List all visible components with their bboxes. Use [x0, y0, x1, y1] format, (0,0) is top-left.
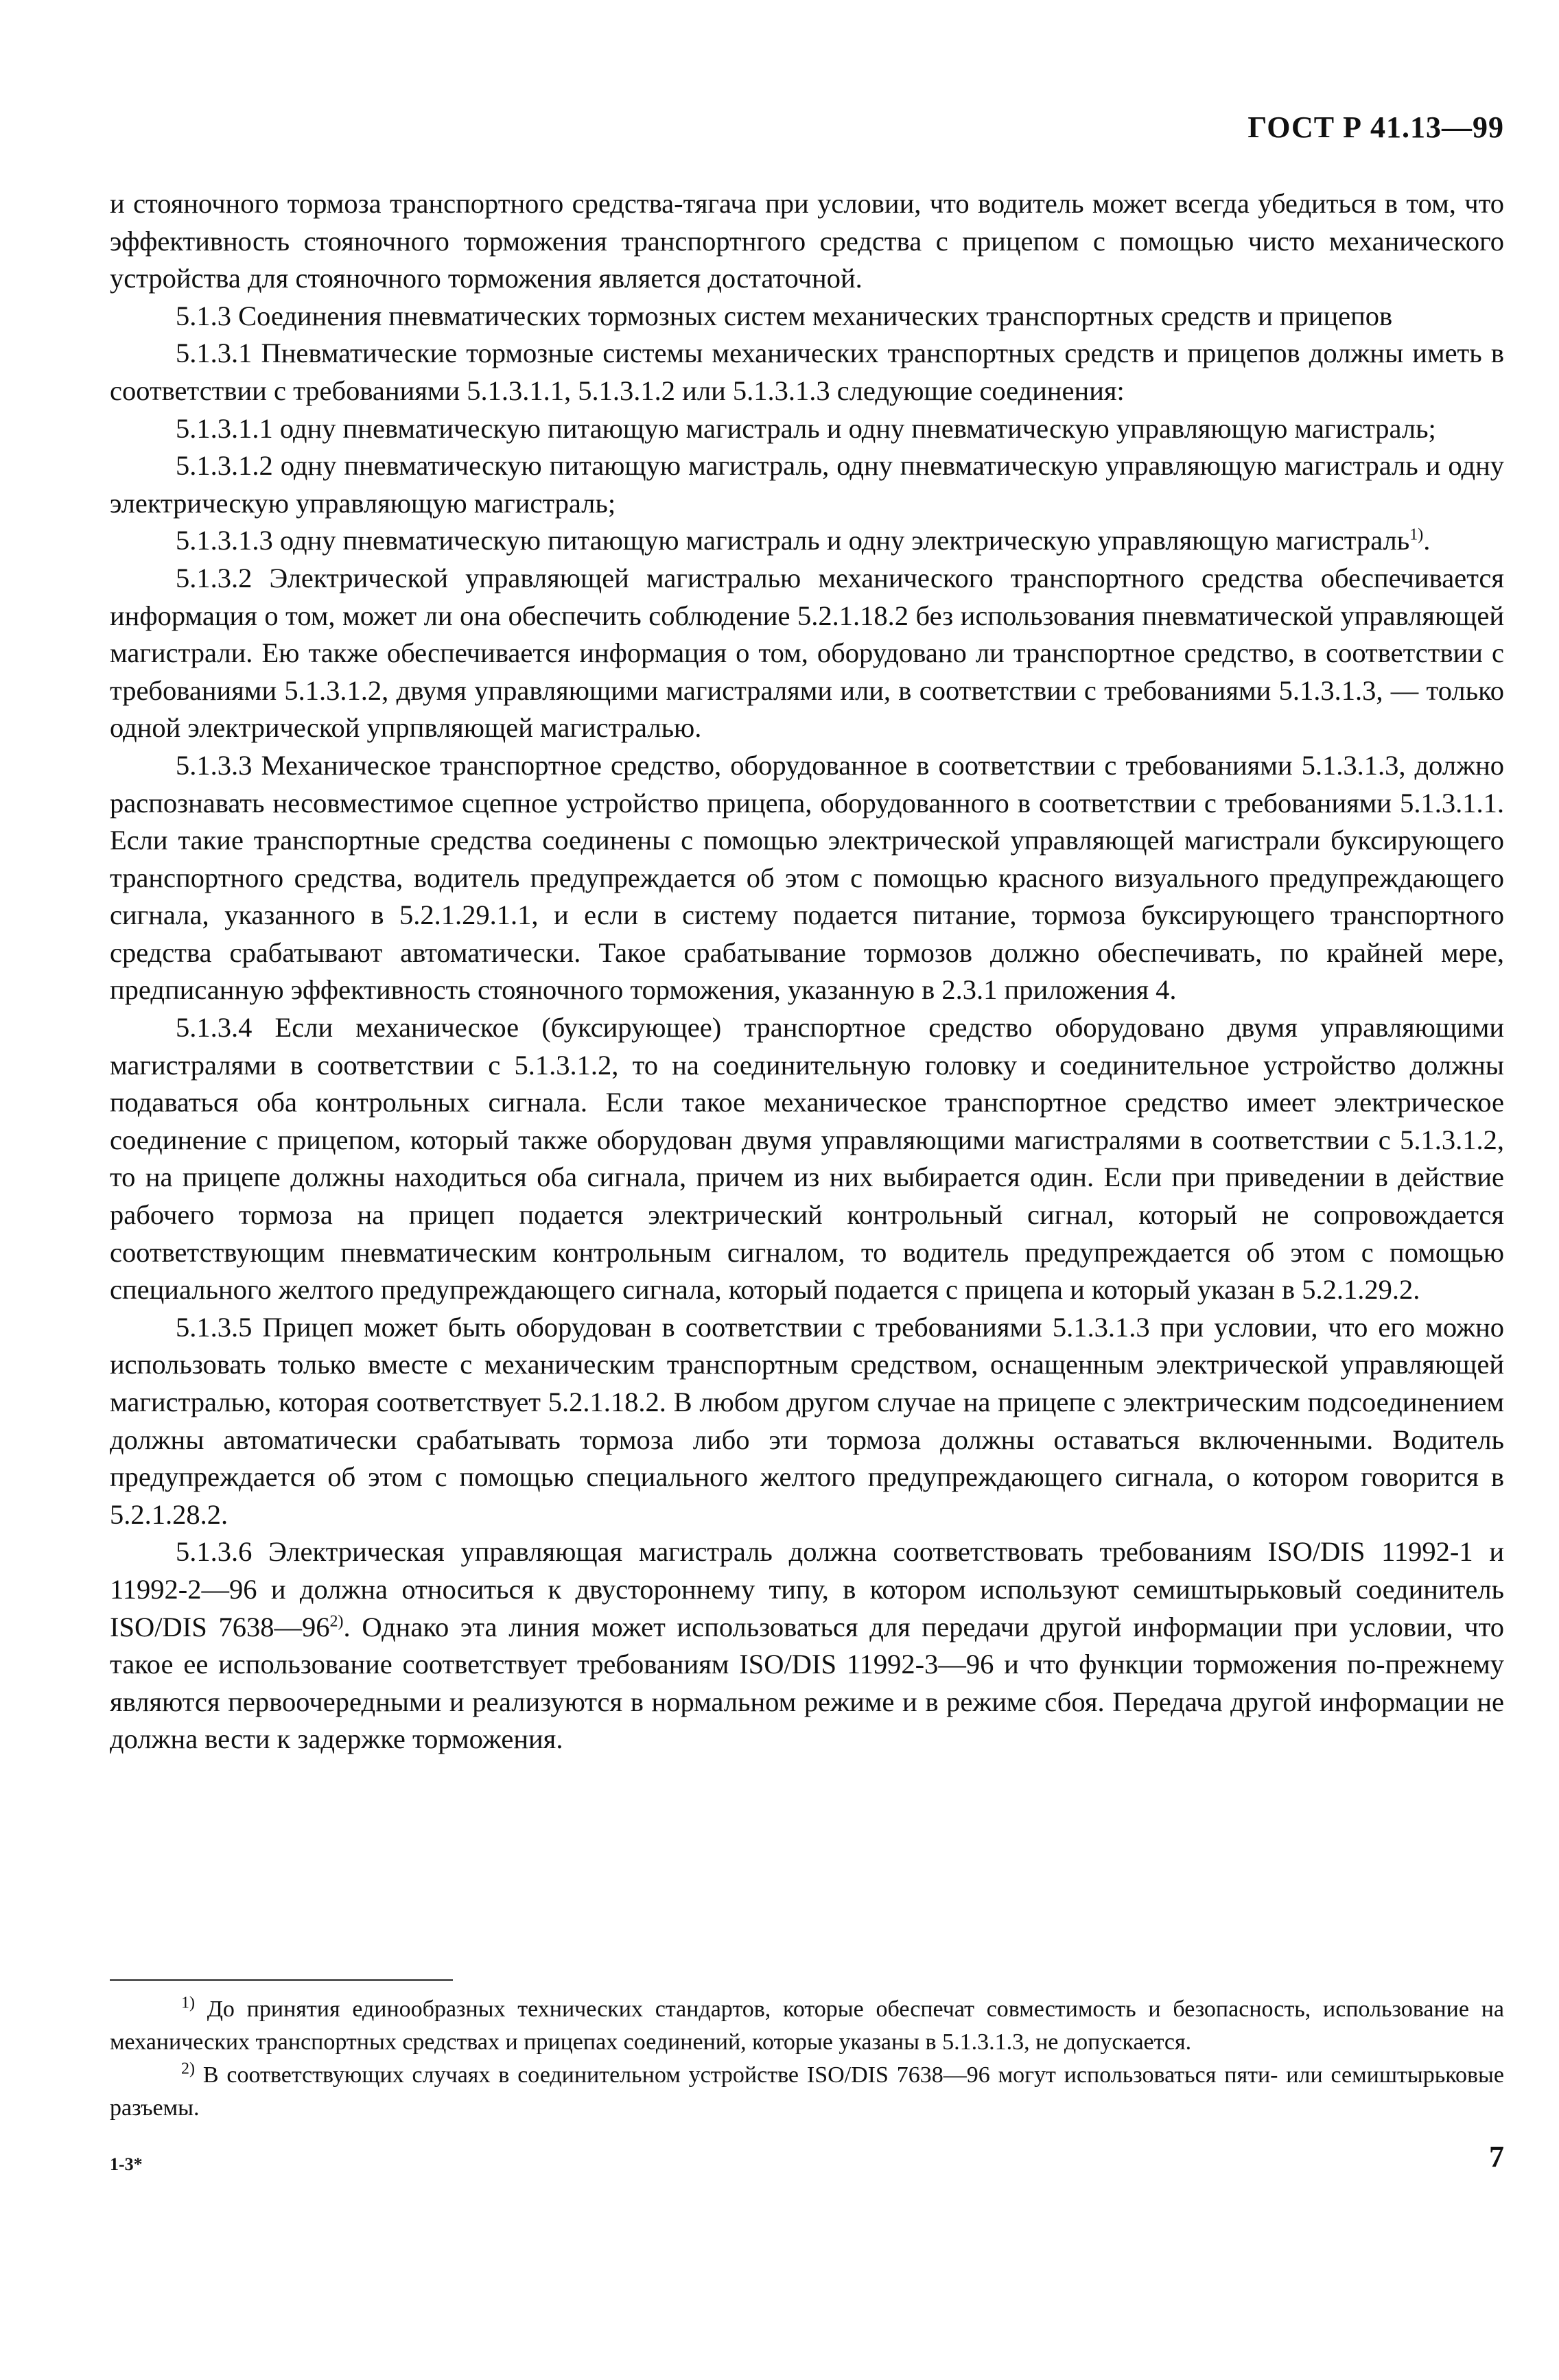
paragraph-5-1-3-1-2: 5.1.3.1.2 одну пневматическую питающую магистраль, одну пневматическую управляющую магистраль и одну электрическую управляющую магистраль; — [110, 450, 1504, 519]
footnote-text: До принятия единообразных технических стандартов, которые обеспечат совместимость и безопасность, использование на механических транспортных средствах и прицепах соединений, которые указаны в 5.1.3.1.3, не допускается. — [110, 1996, 1504, 2055]
paragraph-text: 5.1.3.1.3 одну пневматическую питающую магистраль и одну электрическую управляющую магистраль — [176, 525, 1410, 556]
paragraph-5-1-3-4: 5.1.3.4 Если механическое (буксирующее) транспортное средство оборудовано двумя управляющими магистралями в соответствии с 5.1.3.1.2, то на соединительную головку и соединительное устройство должны подаваться оба контрольных сигнала. Если такое механическое транспортное средство имеет электрическое соединение с прицепом, который также оборудован двумя управляющими магистралями в соответствии с 5.1.3.1.2, то на прицепе должны находиться оба сигнала, причем из них выбирается один. Если при приведении в действие рабочего тормоза на прицеп подается электрический контрольный сигнал, который не сопровождается соответствующим пневматическим контрольным сигналом, то водитель предупреждается об этом с помощью специального желтого предупреждающего сигнала, который подается с прицепа и который указан в 5.2.1.29.2. — [110, 1012, 1504, 1306]
document-code-header: ГОСТ Р 41.13—99 — [1247, 110, 1504, 144]
footnote-2 — [110, 2059, 1504, 2125]
footnote-1 — [110, 1993, 1504, 2059]
paragraph-5-1-3-6 — [110, 1533, 1504, 1758]
paragraph-5-1-3-1-3 — [110, 522, 1504, 560]
paragraph-text-end: . — [1423, 525, 1431, 556]
paragraph-text: 5.1.3.6 Электрическая управляющая магистраль должна соответствовать требованиям ISO/DIS 11992-1 и 11992-2—96 и должна относиться к двустороннему типу, в котором используют семиштырьковый соединитель ISO/DIS 7638—96 — [110, 1536, 1504, 1642]
paragraph-5-1-3-3: 5.1.3.3 Механическое транспортное средство, оборудованное в соответствии с требованиями 5.1.3.1.3, должно распознавать несовместимое сцепное устройство прицепа, оборудованного в соответствии с требованиями 5.1.3.1.1. Если такие транспортные средства соединены с помощью электрической управляющей магистрали буксирующего транспортного средства, водитель предупреждается об этом с помощью красного визуального предупреждающего сигнала, указанного в 5.2.1.29.1.1, и если в систему подается питание, тормоза буксирующего транспортного средства срабатывают автоматически. Такое срабатывание тормозов должно обеспечивать, по крайней мере, предписанную эффективность стояночного торможения, указанную в 2.3.1 приложения 4. — [110, 749, 1504, 1006]
paragraph-5-1-3-1: 5.1.3.1 Пневматические тормозные системы механических транспортных средств и прицепов должны иметь в соответствии с требованиями 5.1.3.1.1, 5.1.3.1.2 или 5.1.3.1.3 следующие соединения: — [110, 338, 1504, 406]
paragraph-5-1-3-5: 5.1.3.5 Прицеп может быть оборудован в соответствии с требованиями 5.1.3.1.3 при условии, что его можно использовать только вместе с механическим транспортным средством, оснащенным электрической управляющей магистралью, которая соответствует 5.2.1.18.2. В любом другом случае на прицепе с электрическим подсоединением должны автоматически срабатывать тормоза либо эти тормоза должны оставаться включенными. Водитель предупреждается об этом с помощью специального желтого предупреждающего сигнала, о котором говорится в 5.2.1.28.2. — [110, 1311, 1504, 1530]
footnote-mark-2: 2) — [181, 2060, 195, 2078]
footnote-reference-2: 2) — [329, 1612, 344, 1631]
footnote-text: В соответствующих случаях в соединительном устройстве ISO/DIS 7638—96 могут использоваться пяти- или семиштырьковые разъемы. — [110, 2062, 1504, 2121]
page-number: 7 — [1489, 2140, 1504, 2173]
footnotes — [110, 1993, 1504, 2125]
footnote-mark-1: 1) — [181, 1994, 195, 2012]
paragraph-5-1-3: 5.1.3 Соединения пневматических тормозных систем механических транспортных средств и прицепов — [176, 300, 1393, 331]
footnote-reference-1: 1) — [1409, 526, 1424, 544]
print-signature: 1-3* — [110, 2154, 143, 2174]
footnote-divider — [110, 1979, 453, 1981]
paragraph-text-end: . Однако эта линия может использоваться для передачи другой информации при условии, что такое ее использование соответствует требованиям ISO/DIS 11992-3—96 и что функции торможения по-прежнему являются первоочередными и реализуются в нормальном режиме и в режиме сбоя. Передача другой информации не должна вести к задержке торможения. — [110, 1611, 1504, 1755]
paragraph-continuation: и стояночного тормоза транспортного средства-тягача при условии, что водитель может всегда убедиться в том, что эффективность стояночного торможения транспортнгого средства с прицепом с помощью чисто механического устройства для стояночного торможения является достаточной. — [110, 188, 1504, 294]
main-text — [110, 185, 1504, 1758]
paragraph-5-1-3-1-1: 5.1.3.1.1 одну пневматическую питающую магистраль и одну пневматическую управляющую магистраль; — [176, 412, 1436, 444]
paragraph-5-1-3-2: 5.1.3.2 Электрической управляющей магистралью механического транспортного средства обеспечивается информация о том, может ли она обеспечить соблюдение 5.2.1.18.2 без использования пневматической управляющей магистрали. Ею также обеспечивается информация о том, оборудовано ли транспортное средство, в соответствии с требованиями 5.1.3.1.2, двумя управляющими магистралями или, в соответствии с требованиями 5.1.3.1.3, — только одной электрической упрпвляющей магистралью. — [110, 562, 1504, 744]
